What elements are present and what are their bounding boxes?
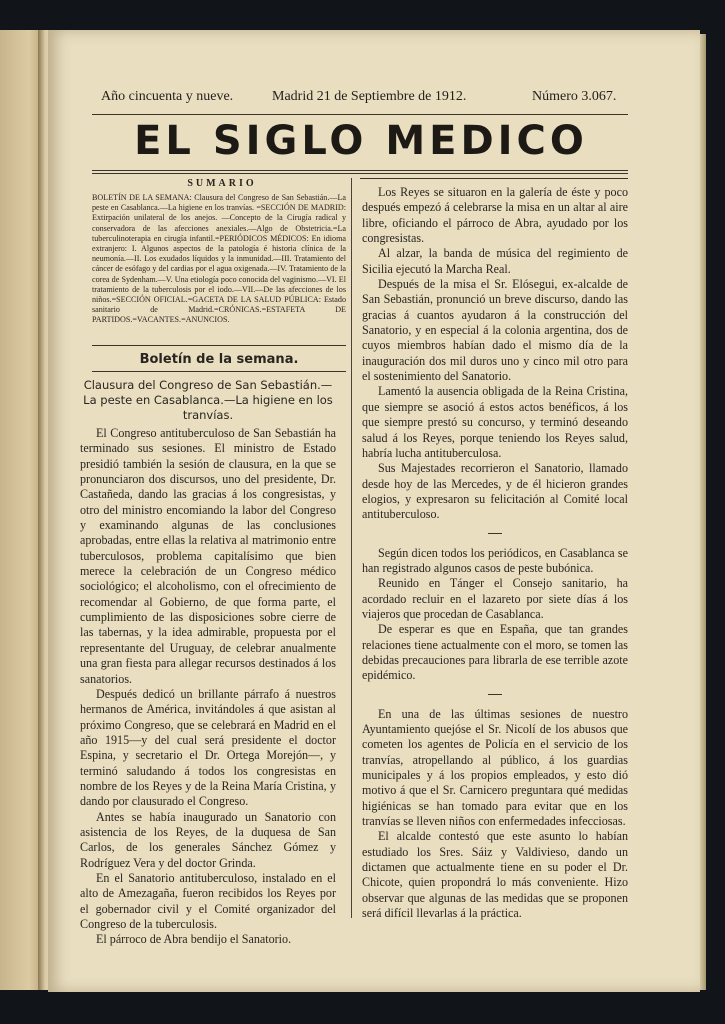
- title-rule-top: [92, 170, 628, 171]
- issue-number: Número 3.067.: [532, 89, 617, 104]
- paragraph: En el Sanatorio antituberculoso, instalado en el alto de Amezagaña, fueron recibidos los Reyes por el gobernador civil y el Comité organizador del Congreso de la tuberculosis.: [80, 870, 336, 931]
- paragraph: De esperar es que en España, que tan grandes relaciones tiene actualmente con el moro, se tomen las debidas precauciones para librarla de ese terrible azote epidémico.: [362, 622, 628, 683]
- masthead-rule: [92, 114, 628, 115]
- paragraph: Lamentó la ausencia obligada de la Reina Cristina, que siempre se asoció á estos actos benéficos, á los que siempre prestó su concurso, y terminó deseando salud á los Reyes, porque teniendo los Reyes salud, habría lucha antituberculosa.: [362, 384, 628, 460]
- paragraph: Los Reyes se situaron en la galería de éste y poco después empezó á celebrarse la misa en un altar al aire libre, oficiando el párroco de Abra, ayudado por los congresistas.: [362, 185, 628, 246]
- left-column: [80, 378, 336, 948]
- sumario-heading: SUMARIO: [187, 178, 257, 189]
- page-edge: [700, 34, 706, 990]
- paragraph: Reunido en Tánger el Consejo sanitario, ha acordado recluir en el lazareto por siete días á los viajeros que procedan de Casablanca.: [362, 576, 628, 621]
- paragraph: Después de la misa el Sr. Elósegui, ex-alcalde de San Sebastián, pronunció un breve discurso, dando las gracias á cuantos ayudaron á la construcción del Sanatorio, y en especial á la colonia argentina, dos de cuyos miembros habían dado el mismo día de la inauguración dos mil duros uno y cinco mil otro para el sostenimiento del Sanatorio.: [362, 277, 628, 384]
- column-divider: [351, 178, 352, 918]
- paragraph: El párroco de Abra bendijo el Sanatorio.: [96, 932, 292, 947]
- issue-date: Madrid 21 de Septiembre de 1912.: [272, 89, 467, 104]
- right-column-rule: [360, 178, 628, 179]
- paragraph: El alcalde contestó que este asunto lo habían estudiado los Sres. Sáiz y Valdivieso, dando un dictamen que actualmente tiene en su poder el Dr. Chicote, quien propondrá lo más conveniente. Hizo observar que algunas de las medidas que se proponen será difícil llevarlas á la práctica.: [362, 829, 628, 921]
- right-column: [362, 185, 628, 921]
- paragraph: Sus Majestades recorrieron el Sanatorio, llamado desde hoy de las Mercedes, y de él hicieron grandes elogios, y expresaron su felicitación al Comité local antituberculoso.: [362, 461, 628, 522]
- boletin-heading: Boletín de la semana.: [139, 352, 299, 367]
- issue-year: Año cincuenta y nueve.: [101, 89, 234, 104]
- paragraph: Según dicen todos los periódicos, en Casablanca se han registrado algunos casos de peste bubónica.: [362, 545, 628, 575]
- paragraph: Antes se había inaugurado un Sanatorio con asistencia de los Reyes, de la duquesa de San Carlos, de los generales Sánchez Gómez y Rodríguez Vera y del doctor Grinda.: [80, 809, 336, 870]
- paragraph: El Congreso antituberculoso de San Sebastián ha terminado sus sesiones. El ministro de Estado presidió también la sesión de clausura, en la que se pronunciaron dos discursos, uno del presidente, Dr. Castañeda, dando las gracias á los congresistas, y otro del ministro encomiando la labor del Congreso y examinando algunas de las conclusiones aprobadas, entre ellas la relativa al matrimonio entre tuberculosos, problema capitalísimo que bien merece la celebración de un Congreso médico sociológico; el alcoholismo, con el ofrecimiento de recomendar al Gobierno, de que forma parte, el cumplimiento de las disposiciones sobre cierre de las tabernas, y la idea admirable, propuesta por el representante del Uruguay, de celebrar anualmente una gran fiesta para allegar recursos destinados á los sanatorios.: [80, 426, 336, 686]
- sumario-rule: [92, 345, 346, 346]
- paragraph: En una de las últimas sesiones de nuestro Ayuntamiento quejóse el Sr. Nicolí de los abusos que cometen los agentes de Policía en el servicio de los tranvías, atropellando al público, á los guardias municipales y á los propios empleados, y esto dió motivo á que el Sr. Carnicero preguntara qué medidas higiénicas se han tomado para evitar que en los tranvías se lleven niños con enfermedades infecciosas.: [362, 706, 628, 829]
- section-separator: [488, 694, 502, 695]
- boletin-subheading: Clausura del Congreso de San Sebastián.—La peste en Casablanca.—La higiene en los tranvías.: [83, 378, 333, 422]
- paragraph: Al alzar, la banda de música del regimiento de Sicilia ejecutó la Marcha Real.: [362, 246, 628, 276]
- sumario-text: BOLETÍN DE LA SEMANA: Clausura del Congreso de San Sebastián.—La peste en Casablanca.—La higiene en los tranvías. =SECCIÓN DE MADRID: Extirpación unilateral de los anejos. —Concepto de la Cirugía radical y conservadora de las afecciones anexiales.—Algo de Obstetricia.=La tuberculinoterapia en cirugía infantil.=PERIÓDICOS MÉDICOS: En idioma extranjero: I. Algunos aspectos de la patología é historia clínica de la neumonía.—II. Los exudados líquidos y la inmunidad.—III. Tratamiento del cáncer de esófago y del cardias por el agua oxigenada.—IV. Tratamiento de la corea de Sydenham.—V. Una etiología poco conocida del vaginismo.—VI. El tratamiento de la tuberculosis por el iodo.—VII.—De las afecciones de los niños.=SECCIÓN OFICIAL.=GACETA DE LA SALUD PÚBLICA: Estado sanitario de Madrid.=CRÓNICAS.=ESTAFETA DE PARTIDOS.=VACANTES.=ANUNCIOS.: [92, 193, 346, 325]
- title-rule-bottom: [92, 173, 628, 174]
- newspaper-title: EL SIGLO MEDICO: [134, 118, 588, 164]
- section-separator: [488, 533, 502, 534]
- paragraph: Después dedicó un brillante párrafo á nuestros hermanos de América, invitándoles á que asistan al próximo Congreso, que se celebrará en Madrid en el año 1915—y del cual será presidente el doctor Espina, y secretario el Dr. Ortega Morejón—, y terminó saludando á todos los congresistas en nombre de los Reyes y de la Reina María Cristina, y dando por clausurado el Congreso.: [80, 686, 336, 809]
- boletin-rule: [92, 371, 346, 372]
